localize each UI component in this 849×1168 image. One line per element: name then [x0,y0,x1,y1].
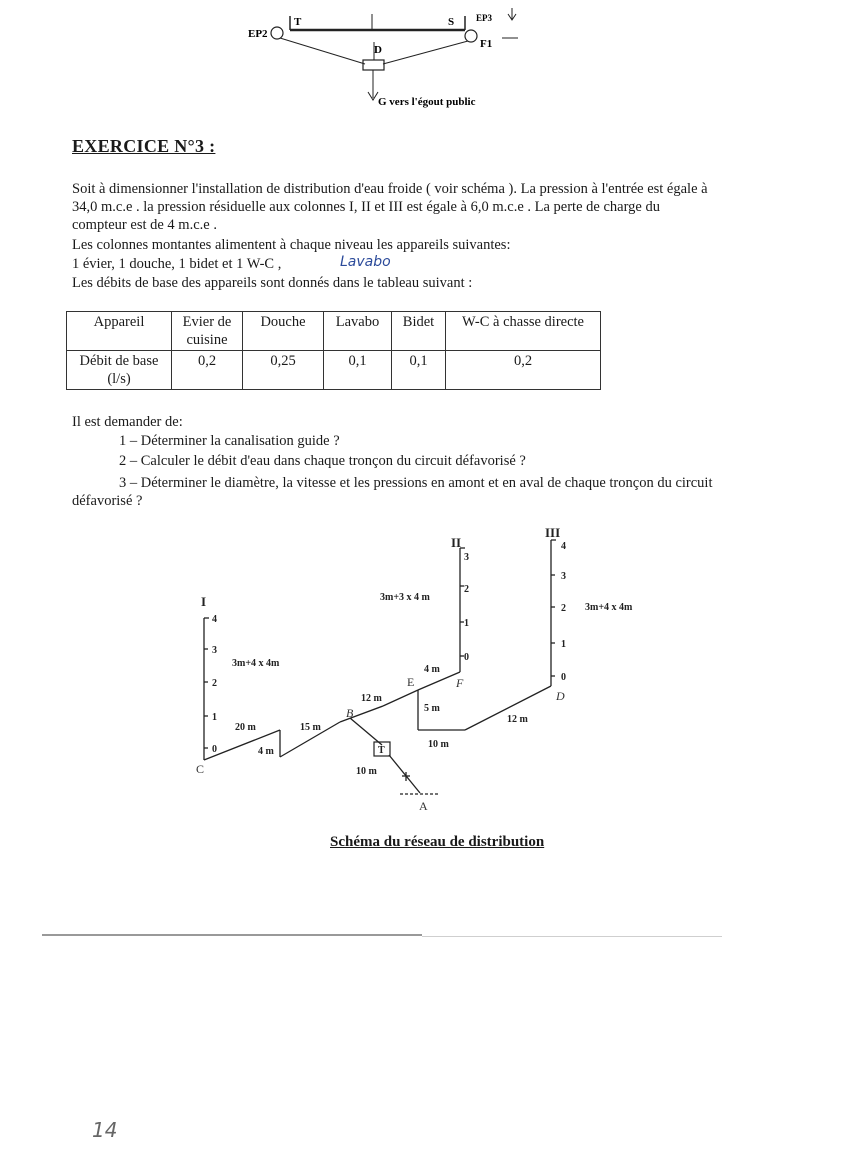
paragraph-line: compteur est de 4 m.c.e . [72,217,217,233]
question-item: défavorisé ? [72,493,143,509]
segment-length: 12 m [507,714,528,725]
table-cell: 0,25 [243,351,324,390]
label-d: D [374,44,382,56]
question-item: 1 – Déterminer la canalisation guide ? [119,433,340,449]
segment-length: 4 m [424,664,440,675]
level-label: 2 [464,584,469,595]
page-number: 14 [92,1118,118,1142]
level-label: 1 [212,712,217,723]
node-label-C: C [196,762,205,776]
height-label: 3m+4 x 4m [232,658,280,669]
table-header-cell: Douche [243,312,324,351]
level-label: 4 [561,541,566,552]
table-header-cell: W-C à chasse directe [446,312,601,351]
level-label: 1 [464,618,469,629]
node-label-B: B [346,706,354,720]
table-header-cell: Lavabo [324,312,392,351]
column-label-I: I [201,594,207,609]
segment-length: 15 m [300,722,321,733]
level-label: 2 [212,678,217,689]
column-label-III: III [545,525,561,540]
table-cell: 0,1 [324,351,392,390]
schema-caption: Schéma du réseau de distribution [330,834,545,850]
level-label: 3 [464,552,469,563]
paragraph-line: Soit à dimensionner l'installation de distribution d'eau froide ( voir schéma ). La pression à l'entrée est égale à [72,181,708,197]
label-s: S [448,16,455,28]
label-ep2: EP2 [248,28,268,40]
segment-length: 10 m [428,739,449,750]
level-label: 3 [561,571,566,582]
paragraph-line: Les débits de base des appareils sont donnés dans le tableau suivant : [72,275,473,291]
label-ep3: EP3 [476,13,493,23]
segment-length: 4 m [258,746,274,757]
level-label: 0 [464,652,469,663]
level-label: 4 [212,614,217,625]
questions-intro: Il est demander de: [72,414,183,430]
table-cell: 0,2 [172,351,243,390]
level-label: 1 [561,639,566,650]
segment-length: 20 m [235,722,256,733]
node-label-A: A [419,799,428,813]
scan-divider [42,934,422,936]
level-label: 2 [561,603,566,614]
level-label: 3 [212,645,217,656]
paragraph-line: 1 évier, 1 douche, 1 bidet et 1 W-C , [72,256,282,272]
table-cell: 0,2 [446,351,601,390]
segment-length: 10 m [356,766,377,777]
level-label: 0 [212,744,217,755]
table-header-cell: Evier de cuisine [172,312,243,351]
question-item: 2 – Calculer le débit d'eau dans chaque tronçon du circuit défavorisé ? [119,453,526,469]
segment-length: 5 m [424,703,440,714]
label-t: T [294,16,302,28]
paragraph-line: 34,0 m.c.e . la pression résiduelle aux colonnes I, II et III est égale à 6,0 m.c.e . La perte de charge du [72,199,660,215]
handwritten-note: Lavabo [340,254,391,270]
table-header-cell: Appareil [67,312,172,351]
meter-label: T [378,745,385,756]
segment-length: 12 m [361,693,382,704]
table-cell: 0,1 [392,351,446,390]
node-label-E: E [407,675,415,689]
column-label-II: II [451,535,462,550]
scan-divider [422,936,722,937]
node-label-D: D [556,689,565,703]
height-label: 3m+3 x 4 m [380,592,430,603]
height-label: 3m+4 x 4m [585,602,633,613]
question-item: 3 – Déterminer le diamètre, la vitesse et les pressions en amont et en aval de chaque tronçon du circuit [119,475,713,491]
level-label: 0 [561,672,566,683]
paragraph-line: Les colonnes montantes alimentent à chaque niveau les appareils suivantes: [72,237,511,253]
exercise-title: EXERCICE N°3 : [72,136,216,156]
table-header-cell: Bidet [392,312,446,351]
table-row-label: Débit de base (l/s) [67,351,172,390]
node-label-F: F [456,676,464,690]
label-g: G vers l'égout public [378,96,476,108]
label-f1: F1 [480,38,493,50]
